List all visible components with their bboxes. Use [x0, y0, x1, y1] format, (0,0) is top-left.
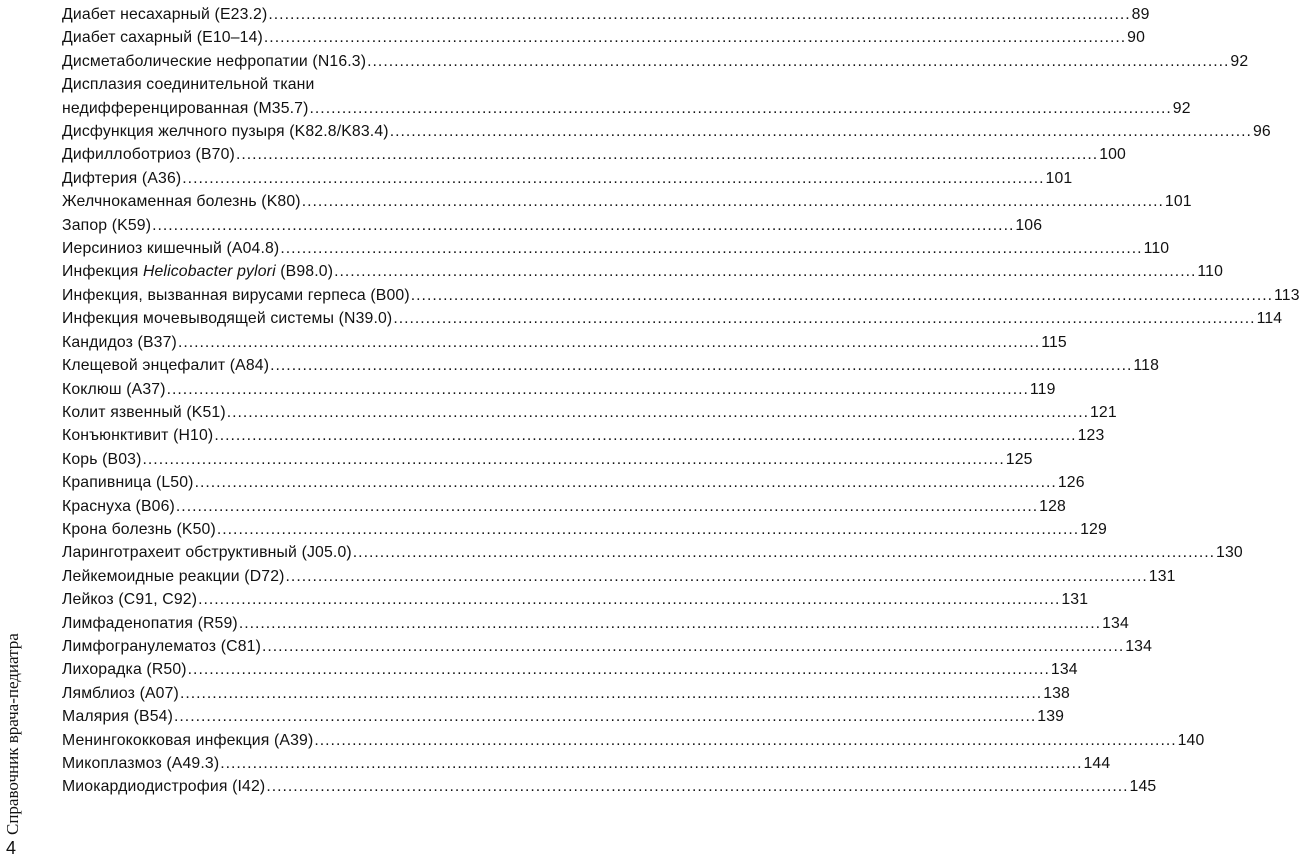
toc-entry[interactable] — [62, 307, 1283, 330]
toc-entry-page: 90 — [1127, 29, 1146, 47]
toc-entry-page: 100 — [1099, 146, 1126, 164]
toc-entry-title: Крапивница (L50) — [62, 474, 194, 492]
toc-entry[interactable] — [62, 495, 1066, 518]
toc-entry-title: Менингококковая инфекция (А39) — [62, 731, 314, 749]
dot-leader: ................................................................................................................................................................ — [314, 731, 1177, 749]
dot-leader: ................................................................................................................................................................ — [177, 333, 1041, 351]
dot-leader: ................................................................................................................................................................ — [194, 474, 1057, 492]
toc-entry-title-prefix: Инфекция — [62, 263, 143, 281]
dot-leader: ................................................................................................................................................................ — [152, 216, 1015, 234]
toc-entry-page: 113 — [1274, 286, 1300, 304]
toc-entry[interactable] — [62, 612, 1129, 635]
toc-entry-title-line1: Дисплазия соединительной ткани — [62, 76, 315, 94]
dot-leader: ................................................................................................................................................................ — [334, 263, 1197, 281]
toc-entry[interactable] — [62, 120, 1271, 143]
toc-entry-title: недифференцированная (М35.7) — [62, 99, 309, 117]
dot-leader: ................................................................................................................................................................ — [270, 357, 1133, 375]
toc-entry-title: Ларинготрахеит обструктивный (J05.0) — [62, 544, 352, 562]
dot-leader: ................................................................................................................................................................ — [179, 684, 1043, 702]
dot-leader: ................................................................................................................................................................ — [301, 193, 1164, 211]
toc-entry[interactable] — [62, 682, 1070, 705]
dot-leader: ................................................................................................................................................................ — [198, 591, 1061, 609]
toc-entry-page: 138 — [1043, 684, 1070, 702]
toc-entry[interactable] — [62, 260, 1224, 283]
dot-leader: ................................................................................................................................................................ — [393, 310, 1256, 328]
toc-entry-page: 92 — [1230, 52, 1249, 70]
toc-entry[interactable] — [62, 729, 1205, 752]
toc-entry-title-wrap — [62, 260, 333, 283]
dot-leader: ................................................................................................................................................................ — [389, 123, 1252, 141]
toc-entry-title: Коклюш (А37) — [62, 380, 166, 398]
table-of-contents — [62, 3, 1300, 799]
toc-entry-page: 115 — [1041, 333, 1067, 351]
dot-leader: ................................................................................................................................................................ — [410, 286, 1274, 304]
toc-entry-page: 139 — [1037, 708, 1065, 726]
toc-entry-page: 101 — [1045, 169, 1073, 187]
toc-entry-page: 123 — [1077, 427, 1105, 445]
toc-entry[interactable] — [62, 471, 1085, 494]
dot-leader: ................................................................................................................................................................ — [352, 544, 1216, 562]
toc-entry[interactable] — [62, 565, 1176, 588]
toc-entry-title: Конъюнктивит (H10) — [62, 427, 214, 445]
toc-entry[interactable] — [62, 167, 1073, 190]
toc-entry-title: Инфекция, вызванная вирусами герпеса (В00) — [62, 286, 410, 304]
page-number: 4 — [6, 838, 17, 858]
toc-entry-title: (В98.0) — [275, 263, 334, 281]
dot-leader: ................................................................................................................................................................ — [142, 450, 1005, 468]
toc-entry-title: Диабет сахарный (Е10–14) — [62, 29, 263, 47]
toc-entry-page: 131 — [1061, 591, 1089, 609]
running-head-sidebar — [0, 575, 26, 835]
toc-entry-title: Дисфункция желчного пузыря (K82.8/K83.4) — [62, 123, 389, 141]
toc-entry[interactable] — [62, 378, 1056, 401]
dot-leader: ................................................................................................................................................................ — [367, 52, 1230, 70]
dot-leader: ................................................................................................................................................................ — [220, 755, 1083, 772]
toc-entry[interactable] — [62, 331, 1067, 354]
toc-entry-page: 101 — [1164, 193, 1192, 211]
dot-leader: ................................................................................................................................................................ — [268, 6, 1131, 23]
toc-entry[interactable] — [62, 424, 1105, 447]
toc-entry-title: Микоплазмоз (А49.3) — [62, 755, 220, 772]
toc-entry[interactable] — [62, 518, 1107, 541]
toc-entry-title: Дифтерия (А36) — [62, 169, 182, 187]
toc-entry-page: 121 — [1089, 403, 1117, 421]
toc-entry[interactable] — [62, 658, 1078, 681]
toc-entry-title: Малярия (В54) — [62, 708, 174, 726]
toc-entry-title: Лимфаденопатия (R59) — [62, 614, 238, 632]
toc-entry[interactable] — [62, 541, 1243, 564]
toc-entry-title: Крона болезнь (K50) — [62, 520, 216, 538]
toc-entry-page: 89 — [1131, 6, 1150, 23]
toc-entry-page: 134 — [1125, 637, 1153, 655]
dot-leader: ................................................................................................................................................................ — [263, 29, 1127, 47]
toc-entry[interactable] — [62, 448, 1033, 471]
toc-entry[interactable] — [62, 237, 1170, 260]
toc-entry-page: 92 — [1172, 99, 1191, 117]
toc-entry[interactable] — [62, 190, 1192, 213]
toc-entry-title-italic: Helicobacter pylori — [142, 263, 276, 281]
toc-entry[interactable] — [62, 143, 1126, 166]
toc-entry-title: Клещевой энцефалит (А84) — [62, 357, 270, 375]
dot-leader: ................................................................................................................................................................ — [187, 661, 1050, 679]
toc-entry-title: Лимфогранулематоз (С81) — [62, 637, 261, 655]
toc-entry-page: 140 — [1177, 731, 1205, 749]
toc-entry-title: Кандидоз (В37) — [62, 333, 177, 351]
toc-entry[interactable] — [62, 50, 1249, 73]
toc-entry-page: 118 — [1133, 357, 1160, 375]
toc-entry-title: Колит язвенный (K51) — [62, 403, 226, 421]
toc-entry-title: Лямблиоз (А07) — [62, 684, 179, 702]
dot-leader: ................................................................................................................................................................ — [226, 403, 1089, 421]
toc-entry-title: Диабет несахарный (Е23.2) — [62, 6, 268, 23]
toc-entry-title: Лейкоз (С91, С92) — [62, 591, 198, 609]
toc-entry-page: 125 — [1005, 450, 1033, 468]
toc-entry-page: 145 — [1129, 778, 1157, 796]
toc-entry[interactable] — [62, 354, 1160, 377]
toc-entry[interactable] — [62, 401, 1117, 424]
dot-leader: ................................................................................................................................................................ — [182, 169, 1045, 187]
dot-leader: ................................................................................................................................................................ — [266, 778, 1129, 796]
toc-entry-title: Дисметаболические нефропатии (N16.3) — [62, 52, 367, 70]
toc-entry-title: Запор (K59) — [62, 216, 152, 234]
dot-leader: ................................................................................................................................................................ — [175, 497, 1039, 515]
toc-entry-title: Лейкемоидные реакции (D72) — [62, 567, 285, 585]
toc-entry[interactable] — [62, 775, 1157, 798]
toc-entry-page: 110 — [1197, 263, 1224, 281]
toc-entry-page: 126 — [1057, 474, 1085, 492]
toc-entry[interactable] — [62, 635, 1153, 658]
toc-entry-page: 106 — [1015, 216, 1043, 234]
dot-leader: ................................................................................................................................................................ — [235, 146, 1099, 164]
toc-entry-page: 96 — [1252, 123, 1271, 141]
toc-entry-page: 131 — [1148, 567, 1176, 585]
dot-leader: ................................................................................................................................................................ — [214, 427, 1077, 445]
book-title: Справочник врача-педиатра — [3, 633, 22, 835]
dot-leader: ................................................................................................................................................................ — [216, 520, 1080, 538]
toc-entry-title: Корь (В03) — [62, 450, 142, 468]
dot-leader: ................................................................................................................................................................ — [309, 99, 1172, 117]
dot-leader: ................................................................................................................................................................ — [238, 614, 1102, 632]
toc-entry-page: 128 — [1039, 497, 1066, 515]
toc-entry-page: 134 — [1102, 614, 1129, 632]
dot-leader: ................................................................................................................................................................ — [285, 567, 1148, 585]
toc-entry-title: Дифиллоботриоз (В70) — [62, 146, 235, 164]
toc-entry-title: Иерсиниоз кишечный (А04.8) — [62, 240, 280, 258]
toc-entry[interactable] — [62, 705, 1065, 728]
toc-entry-title: Миокардиодистрофия (I42) — [62, 778, 266, 796]
toc-entry-title: Желчнокаменная болезнь (K80) — [62, 193, 301, 211]
toc-entry[interactable] — [62, 214, 1043, 237]
toc-entry[interactable] — [62, 588, 1089, 611]
toc-entry-page: 110 — [1143, 240, 1170, 258]
dot-leader: ................................................................................................................................................................ — [262, 637, 1125, 655]
toc-entry-title: Краснуха (В06) — [62, 497, 175, 515]
dot-leader: ................................................................................................................................................................ — [174, 708, 1037, 726]
toc-entry[interactable] — [62, 284, 1300, 307]
dot-leader: ................................................................................................................................................................ — [166, 380, 1029, 398]
toc-entry[interactable] — [62, 73, 1191, 120]
toc-entry[interactable] — [62, 752, 1111, 775]
toc-entry[interactable] — [62, 26, 1146, 49]
toc-entry-page: 144 — [1083, 755, 1111, 772]
toc-entry[interactable] — [62, 3, 1150, 26]
toc-entry-page: 130 — [1216, 544, 1243, 562]
toc-entry-title: Инфекция мочевыводящей системы (N39.0) — [62, 310, 393, 328]
toc-entry-title: Лихорадка (R50) — [62, 661, 187, 679]
dot-leader: ................................................................................................................................................................ — [280, 240, 1143, 258]
toc-entry-page: 119 — [1029, 380, 1056, 398]
toc-entry-page: 129 — [1080, 520, 1107, 538]
toc-entry-page: 134 — [1050, 661, 1078, 679]
toc-entry-page: 114 — [1256, 310, 1283, 328]
